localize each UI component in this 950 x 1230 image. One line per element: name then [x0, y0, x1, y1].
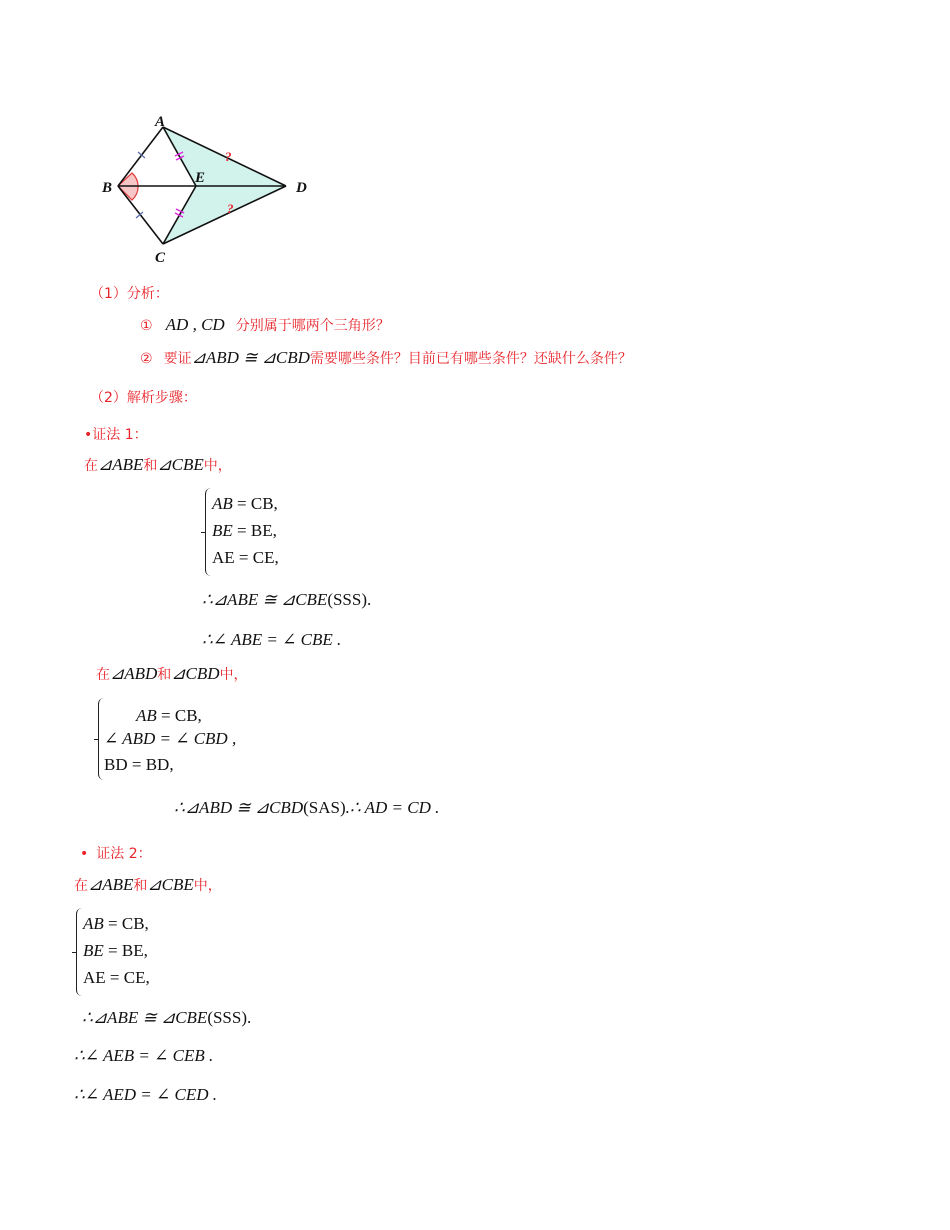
label-E: E: [195, 170, 206, 186]
conclusion-1: [202, 590, 371, 610]
method-1-intro-2: [96, 664, 248, 684]
m2-conclusion-3: ∴∠ AED = ∠ CED .: [74, 1085, 218, 1104]
analysis-item-2: [140, 348, 632, 368]
label-B: B: [102, 180, 113, 196]
condition-block-2: [104, 706, 236, 781]
intro-triangle-1: ⊿ABE: [98, 455, 144, 474]
cond-6: BD = BD,: [104, 755, 174, 774]
m2-intro-he: 和: [133, 878, 148, 894]
question-mark-upper: ?: [225, 149, 232, 164]
method-1-bullet: •: [84, 427, 93, 443]
item-2-text: 需要哪些条件？目前已有哪些条件？还缺什么条件？: [309, 351, 632, 367]
cond-2-lhs: BE: [212, 521, 233, 540]
m2-conclusion-1-math: ∴⊿ABE ≅ ⊿CBE: [82, 1008, 208, 1027]
item-2-prefix: 要证: [163, 351, 192, 367]
intro2-zai: 在: [96, 667, 110, 683]
conclusion-3-tail: .∴ AD = CD .: [345, 798, 440, 817]
m2-conclusion-2: ∴∠ AEB = ∠ CEB .: [74, 1046, 214, 1065]
cond-2-rhs: = BE,: [232, 521, 277, 540]
m2-intro-triangle-1: ⊿ABE: [88, 875, 134, 894]
label-A: A: [155, 114, 166, 130]
intro-zai: 在: [84, 458, 98, 474]
intro-zhong: 中，: [203, 458, 232, 474]
cond-4-rhs: = CB,: [156, 706, 202, 725]
cond-5: ∠ ABD = ∠ CBD ,: [104, 729, 237, 748]
condition-block-3: [83, 914, 150, 995]
method-2-intro: [74, 875, 222, 895]
method-1-intro: [84, 455, 232, 475]
conclusion-1-tag: (SSS).: [327, 590, 372, 609]
intro2-zhong: 中，: [219, 667, 248, 683]
m2-intro-triangle-2: ⊿CBE: [147, 875, 194, 894]
analysis-heading: （1）分析：: [90, 286, 169, 302]
m2-conclusion-1: [82, 1008, 251, 1028]
cond-1-lhs: AB: [212, 494, 233, 513]
intro-triangle-2: ⊿CBE: [157, 455, 204, 474]
cond-1-rhs: = CB,: [232, 494, 278, 513]
m2-cond-1-lhs: AB: [83, 914, 104, 933]
cond-3: AE = CE,: [212, 548, 279, 567]
conclusion-3-math: ∴⊿ABD ≅ ⊿CBD: [174, 798, 304, 817]
intro2-he: 和: [157, 667, 172, 683]
m2-cond-3: AE = CE,: [83, 968, 150, 987]
item-1-number: ①: [140, 318, 153, 334]
conclusion-3-tag: (SAS): [303, 798, 346, 817]
item-1-text: 分别属于哪两个三角形？: [235, 318, 390, 334]
conclusion-3: [174, 798, 439, 818]
m2-conclusion-1-tag: (SSS).: [207, 1008, 252, 1027]
label-D: D: [296, 180, 307, 196]
m2-intro-zhong: 中，: [193, 878, 222, 894]
geometry-figure: [95, 110, 325, 270]
condition-block-1: [212, 494, 279, 575]
conclusion-2: ∴∠ ABE = ∠ CBE .: [202, 630, 342, 649]
method-1-title-text: 证法 1：: [92, 427, 148, 443]
m2-cond-2-lhs: BE: [83, 941, 104, 960]
intro-he: 和: [143, 458, 158, 474]
item-2-math: ⊿ABD ≅ ⊿CBD: [191, 348, 310, 367]
m2-cond-1-rhs: = CB,: [103, 914, 149, 933]
method-2-title-text: 证法 2：: [96, 846, 152, 862]
item-2-number: ②: [140, 351, 153, 367]
analysis-item-1: [140, 315, 390, 335]
steps-heading: （2）解析步骤：: [90, 390, 197, 406]
method-1-title: [84, 424, 148, 444]
m2-cond-2-rhs: = BE,: [103, 941, 148, 960]
intro2-triangle-2: ⊿CBD: [171, 664, 220, 683]
cond-4-lhs: AB: [136, 706, 157, 725]
item-1-math: AD , CD: [165, 315, 225, 334]
label-C: C: [155, 250, 166, 266]
method-2-bullet: •: [80, 846, 89, 862]
intro2-triangle-1: ⊿ABD: [110, 664, 158, 683]
conclusion-1-math: ∴⊿ABE ≅ ⊿CBE: [202, 590, 328, 609]
question-mark-lower: ?: [227, 201, 234, 216]
method-2-title: [80, 843, 152, 863]
m2-intro-zai: 在: [74, 878, 88, 894]
